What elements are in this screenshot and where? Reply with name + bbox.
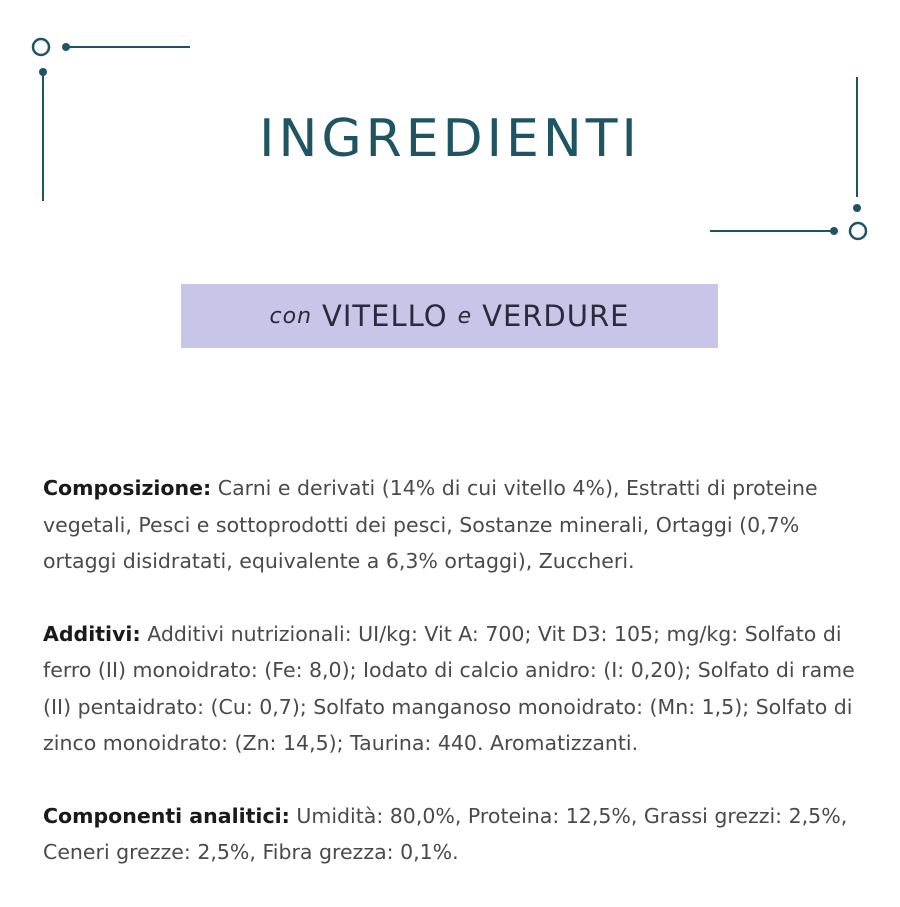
subtitle-banner (181, 284, 718, 348)
subtitle-word-e: e (457, 303, 473, 329)
page-title: INGREDIENTI (259, 109, 641, 169)
subtitle-word-con: con (269, 303, 313, 329)
frame-ring-top-left (33, 39, 49, 55)
frame-dot-top-left-horizontal (62, 43, 70, 51)
frame-ring-bottom-right (850, 223, 866, 239)
ingredients-body (43, 470, 863, 907)
frame-dot-bottom-right-vertical (853, 204, 861, 212)
subtitle-word-verdure: VERDURE (482, 299, 630, 333)
frame-dot-bottom-right-horizontal (830, 227, 838, 235)
additives-label: Additivi: (43, 621, 141, 646)
analytical-components-label: Componenti analitici: (43, 803, 290, 828)
composition-text: Carni e derivati (14% di cui vitello 4%), Estratti di proteine vegetali, Pesci e sottoprodotti dei pesci, Sostanze minerali, Ortaggi (0,7% ortaggi disidratati, equivalente a 6,3% ortaggi), Zuccheri. (43, 476, 818, 573)
subtitle-word-vitello: VITELLO (322, 299, 448, 333)
additives-paragraph (43, 616, 863, 762)
composition-label: Composizione: (43, 476, 212, 500)
analytical-components-paragraph (43, 798, 863, 871)
composition-paragraph (43, 470, 863, 580)
analytical-components-text: Umidità: 80,0%, Proteina: 12,5%, Grassi grezzi: 2,5%, Ceneri grezze: 2,5%, Fibra grezza: 0,1%. (43, 803, 848, 864)
additives-text: Additivi nutrizionali: UI/kg: Vit A: 700; Vit D3: 105; mg/kg: Solfato di ferro (II) monoidrato: (Fe: 8,0); Iodato di calcio anidro: (I: 0,20); Solfato di rame (II) pentaidrato: (Cu: 0,7); Solfato manganoso monoidrato: (Mn: 1,5); Solfato di zinco monoidrato: (Zn: 14,5); Taurina: 440. Aromatizzanti. (43, 621, 855, 755)
frame-dot-top-left-vertical (39, 68, 47, 76)
